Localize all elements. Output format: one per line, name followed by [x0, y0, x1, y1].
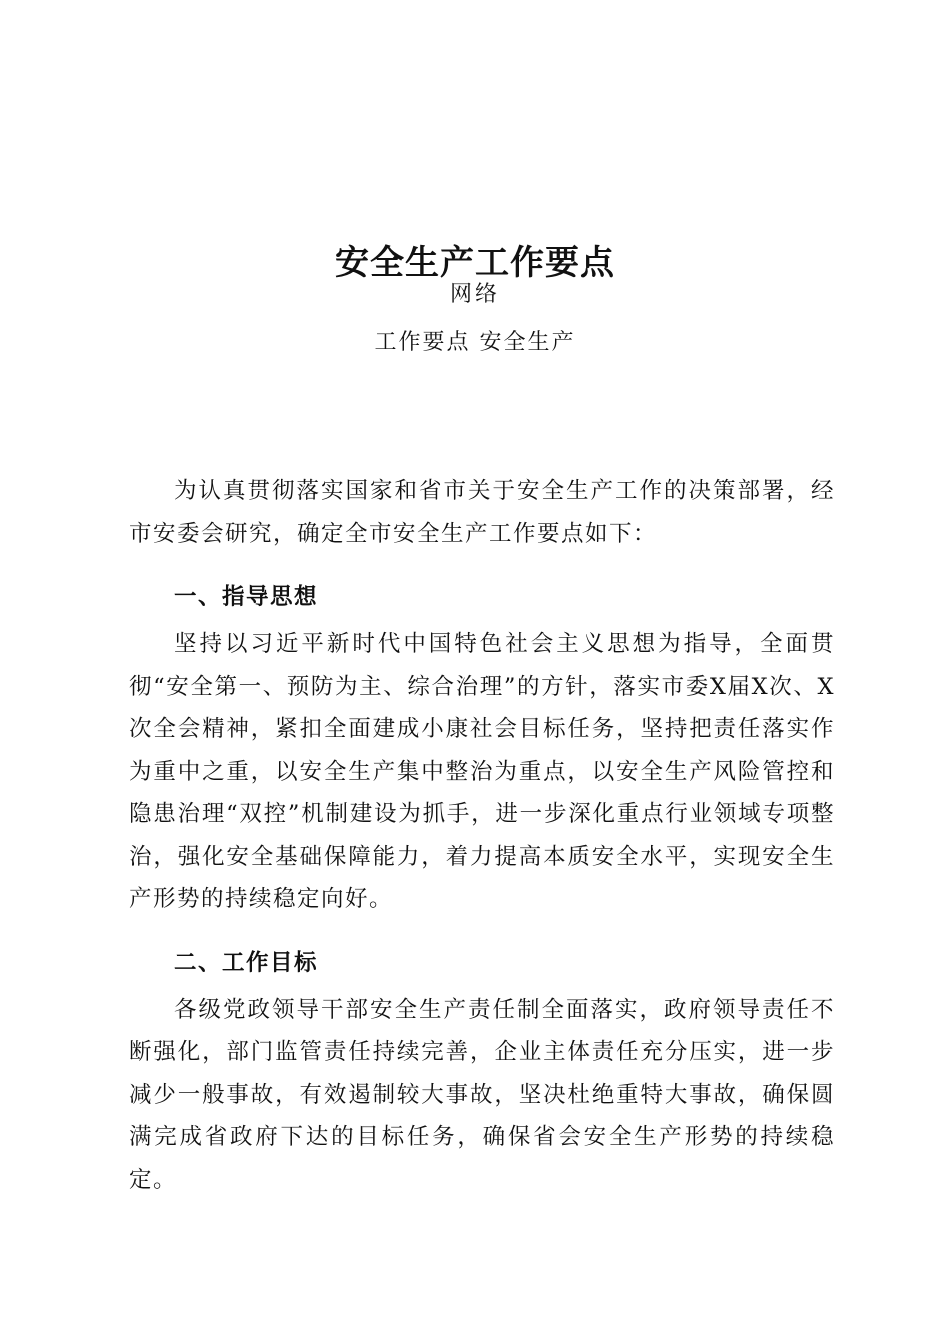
- section-paragraph-work-goals: 各级党政领导干部安全生产责任制全面落实，政府领导责任不断强化，部门监管责任持续完善，企业主体责任充分压实，进一步减少一般事故，有效遏制较大事故，坚决杜绝重特大事故，确保圆满完成省政府下达的目标任务，确保省会安全生产形势的持续稳定。: [129, 996, 835, 1193]
- section-heading-work-goals: 二、工作目标: [174, 949, 319, 976]
- document-source: 网络: [449, 282, 500, 307]
- section-heading-guiding-ideology: 一、指导思想: [174, 584, 319, 610]
- document-keywords: 工作要点 安全生产: [374, 330, 576, 355]
- document-title: 安全生产工作要点: [335, 242, 615, 283]
- intro-paragraph: 为认真贯彻落实国家和省市关于安全生产工作的决策部署，经市安委会研究，确定全市安全生产工作要点如下：: [129, 478, 835, 547]
- section-paragraph-guiding-ideology: 坚持以习近平新时代中国特色社会主义思想为指导，全面贯彻“安全第一、预防为主、综合治理”的方针，落实市委X届X次、X次全会精神，紧扣全面建成小康社会目标任务，坚持把责任落实作为重中之重，以安全生产集中整治为重点，以安全生产风险管控和隐患治理“双控”机制建设为抓手，进一步深化重点行业领域专项整治，强化安全基础保障能力，着力提高本质安全水平，实现安全生产形势的持续稳定向好。: [129, 631, 835, 912]
- document-body: [129, 470, 835, 1201]
